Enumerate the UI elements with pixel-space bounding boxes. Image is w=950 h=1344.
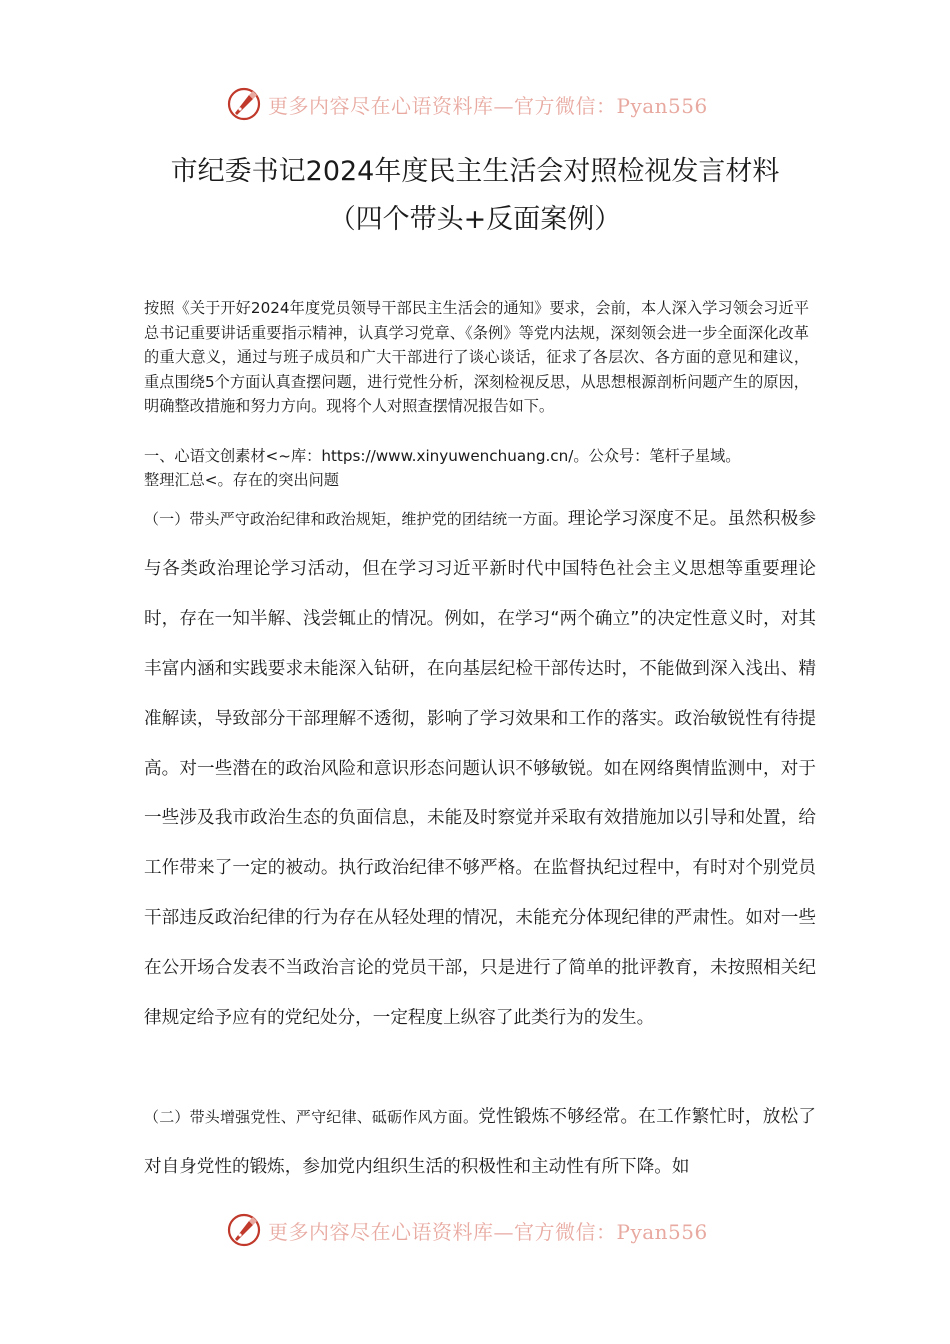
pen-nib-logo-icon: [226, 86, 262, 122]
document-title-line-2: （四个带头+反面案例）: [328, 204, 622, 235]
body-paragraph-2: [144, 1093, 816, 1193]
intro-paragraph: 按照《关于开好2024年度党员领导干部民主生活会的通知》要求，会前，本人深入学习领会习近平总书记重要讲话重要指示精神，认真学习党章、《条例》等党内法规，深刻领会进一步全面深化改革的重大意义，通过与班子成员和广大干部进行了谈心谈话，征求了各层次、各方面的意见和建议，重点围绕5个方面认真查摆问题，进行党性分析，深刻检视反思，从思想根源剖析问题产生的原因，明确整改措施和努力方向。现将个人对照查摆情况报告如下。: [144, 299, 809, 416]
document-title-line-1: 市纪委书记2024年度民主生活会对照检视发言材料: [170, 156, 780, 187]
footer-watermark-banner: [226, 1210, 746, 1250]
banner-text: 更多内容尽在心语资料库—官方微信：Pyan556: [268, 93, 708, 118]
header-watermark-banner: [226, 84, 746, 124]
section-heading-line-1: 一、心语文创素材<~库：https://www.xinyuwenchuang.cn/。公众号：笔杆子星域。: [144, 447, 741, 465]
pen-nib-logo-icon: [226, 1212, 262, 1248]
banner-text: 更多内容尽在心语资料库—官方微信：Pyan556: [268, 1219, 708, 1244]
paragraph-2-heading: （二）带头增强党性、严守纪律、砥砺作风方面。: [144, 1108, 479, 1126]
paragraph-1-heading: （一）带头严守政治纪律和政治规矩，维护党的团结统一方面。: [144, 510, 568, 528]
body-paragraph-1: [144, 495, 816, 1044]
section-heading-line-2: 整理汇总<。存在的突出问题: [144, 471, 339, 489]
paragraph-1-text: 理论学习深度不足。虽然积极参与各类政治理论学习活动，但在学习习近平新时代中国特色社会主义思想等重要理论时，存在一知半解、浅尝辄止的情况。例如，在学习“两个确立”的决定性意义时，对其丰富内涵和实践要求未能深入钻研，在向基层纪检干部传达时，不能做到深入浅出、精准解读，导致部分干部理解不透彻，影响了学习效果和工作的落实。政治敏锐性有待提高。对一些潜在的政治风险和意识形态问题认识不够敏锐。如在网络舆情监测中，对于一些涉及我市政治生态的负面信息，未能及时察觉并采取有效措施加以引导和处置，给工作带来了一定的被动。执行政治纪律不够严格。在监督执纪过程中，有时对个别党员干部违反政治纪律的行为存在从轻处理的情况，未能充分体现纪律的严肃性。如对一些在公开场合发表不当政治言论的党员干部，只是进行了简单的批评教育，未按照相关纪律规定给予应有的党纪处分，一定程度上纵容了此类行为的发生。: [144, 509, 816, 1029]
paragraph-2-text: 党性锻炼不够经常。在工作繁忙时，放松了对自身党性的锻炼，参加党内组织生活的积极性和主动性有所下降。如: [144, 1107, 816, 1177]
